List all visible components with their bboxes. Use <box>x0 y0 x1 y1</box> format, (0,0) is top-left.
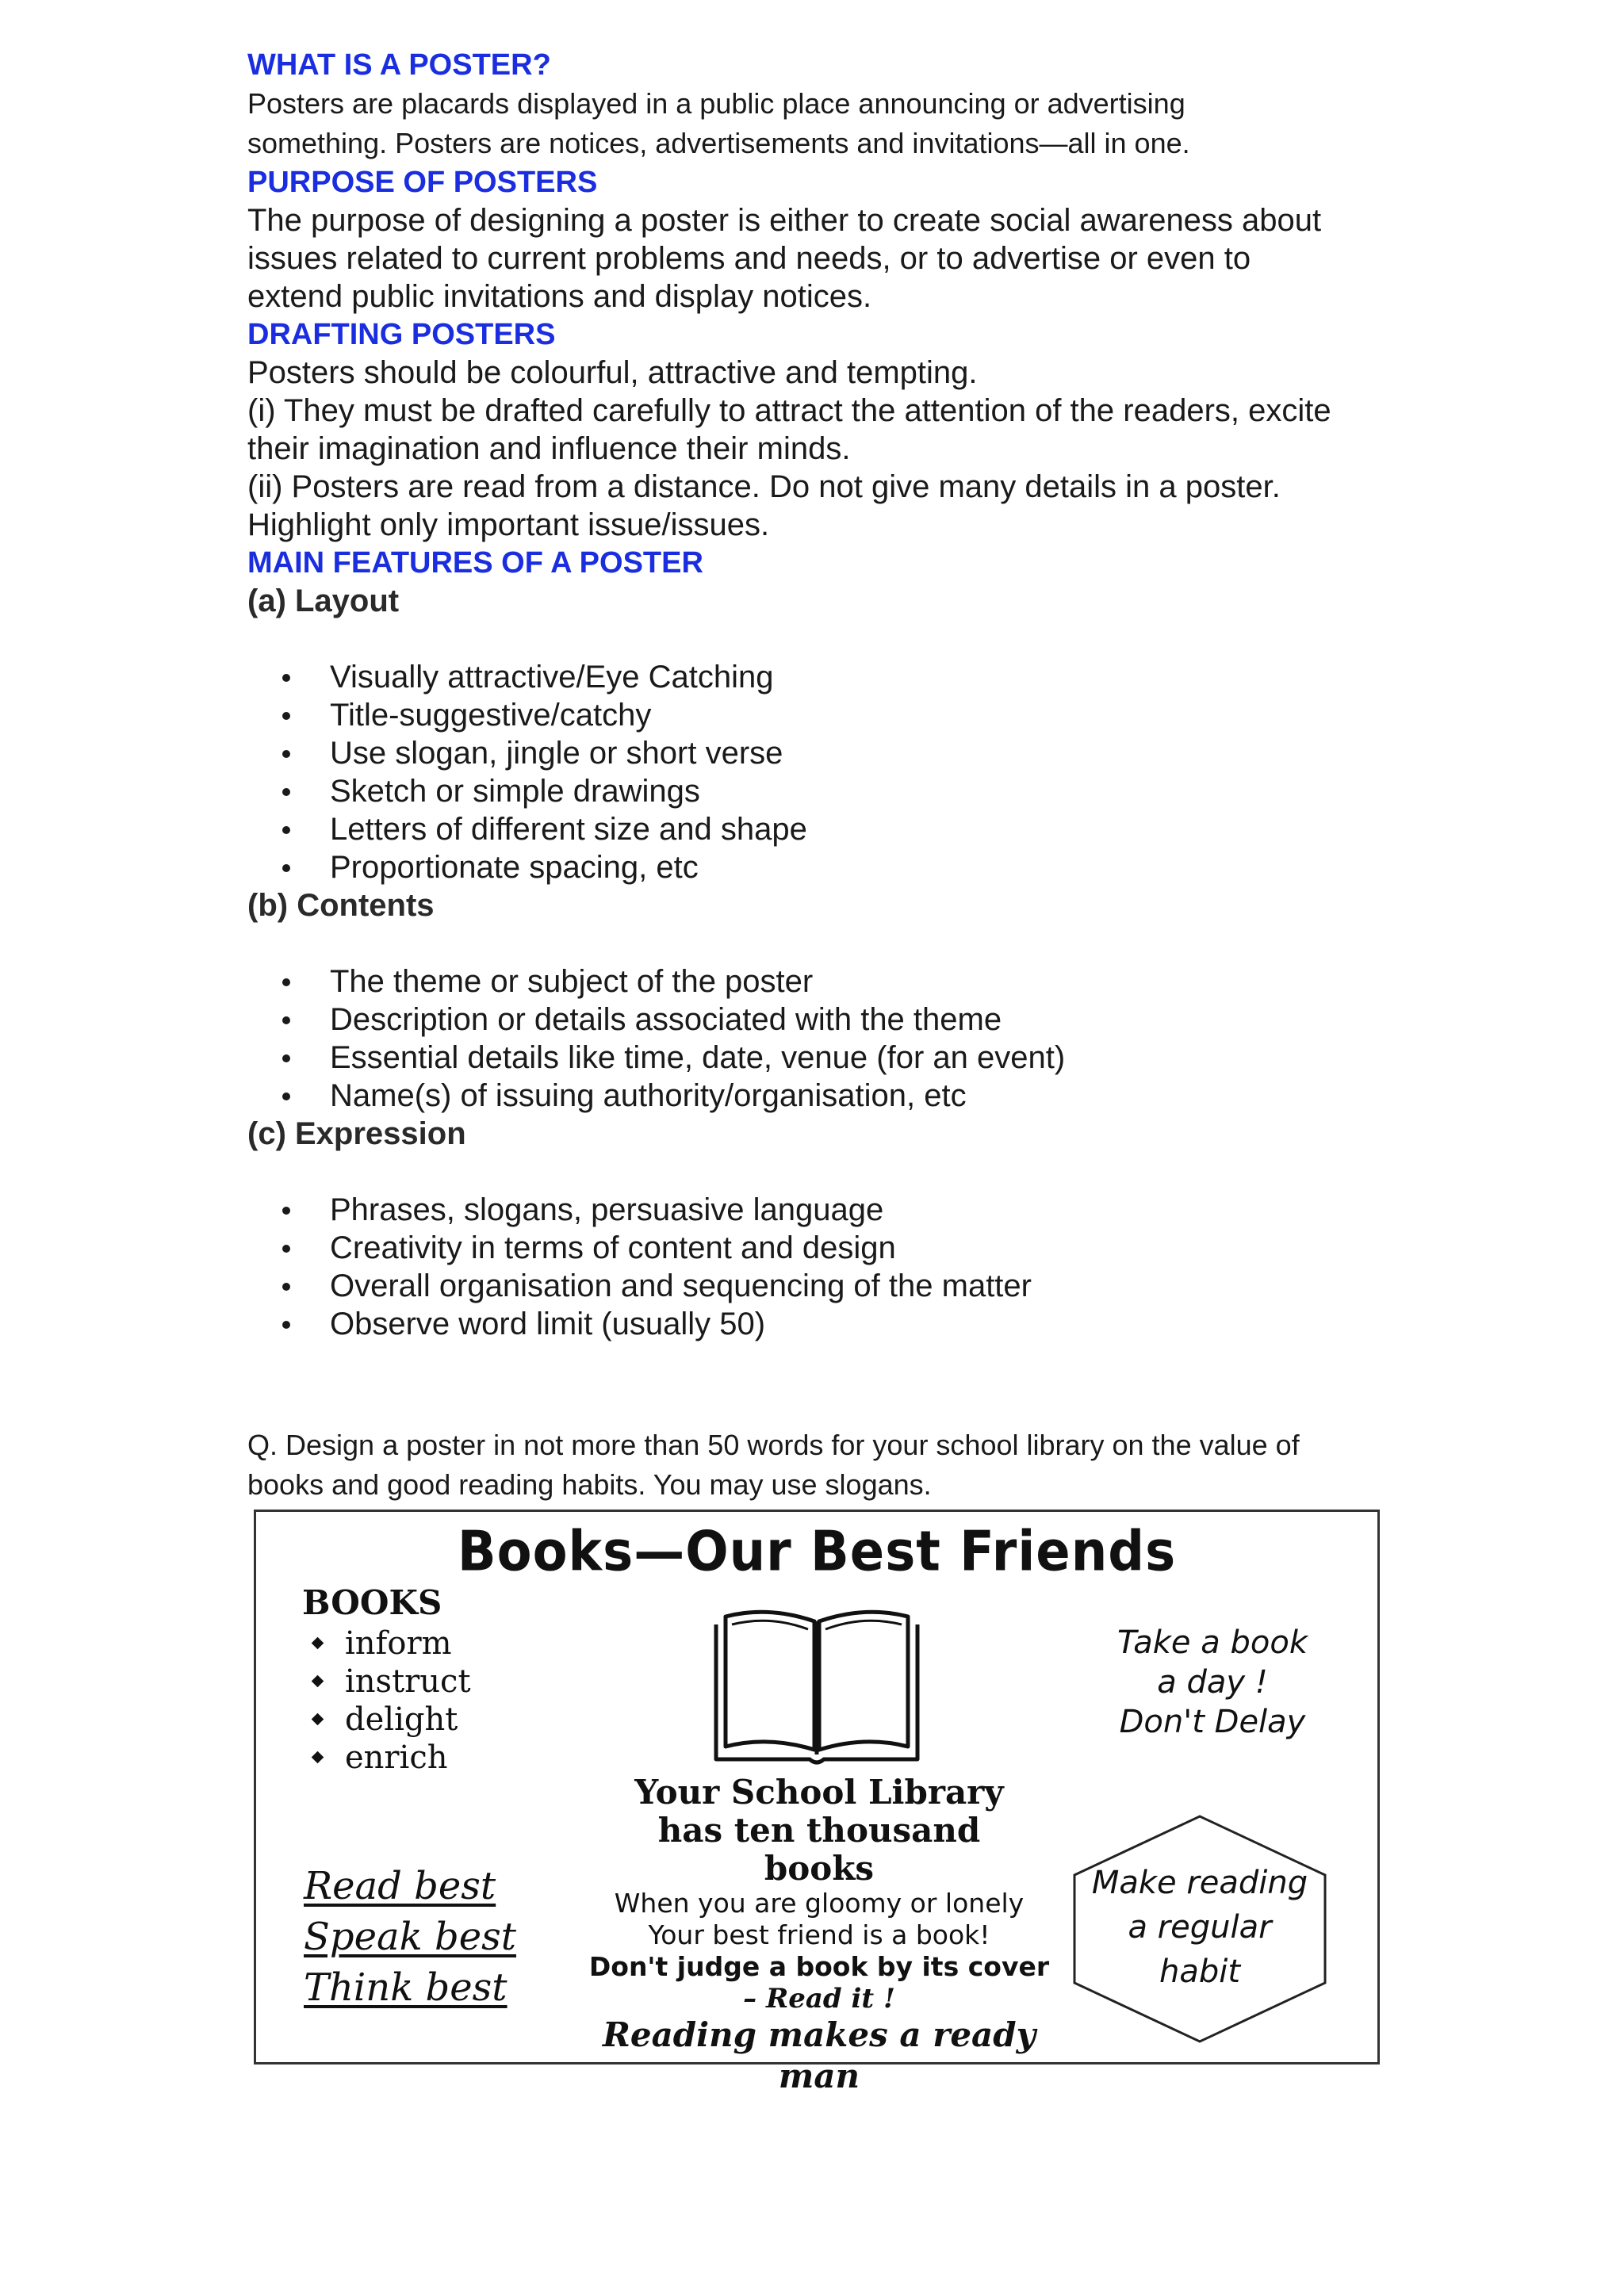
open-book-icon <box>711 1607 922 1766</box>
bullet-icon <box>282 750 290 758</box>
bullet-icon <box>282 1207 290 1215</box>
library-line-1: Your School Library <box>634 1773 1004 1812</box>
ready-man-line: Reading makes a ready man <box>602 2015 1036 2095</box>
dont-judge-line: Don't judge a book by its cover <box>588 1951 1050 1982</box>
bullet-icon <box>282 826 290 834</box>
bullet-icon <box>282 712 290 720</box>
expression-list <box>247 1191 1389 1343</box>
drafting-line-3: their imagination and influence their minds. <box>247 431 851 466</box>
poster-frame <box>254 1510 1380 2095</box>
drafting-line-5: Highlight only important issue/issues. <box>247 507 770 542</box>
heading-main-features: MAIN FEATURES OF A POSTER <box>247 546 703 580</box>
purpose-line-2: issues related to current problems and needs, or to advertise or even to <box>247 241 1251 276</box>
a-day-line: a day ! <box>1157 1664 1268 1701</box>
question-line-2: books and good reading habits. You may use slogans. <box>247 1468 932 1501</box>
list-item: Phrases, slogans, persuasive language <box>247 1191 1389 1229</box>
library-message-block <box>557 1774 1081 2097</box>
what-is-line-1: Posters are placards displayed in a public place announcing or advertising <box>247 87 1185 120</box>
purpose-line-1: The purpose of designing a poster is either to create social awareness about <box>247 203 1322 238</box>
library-line-2: has ten thousand <box>657 1811 981 1850</box>
list-item: Proportionate spacing, etc <box>247 848 1389 886</box>
hex-line-1: Make reading <box>1091 1865 1308 1901</box>
document-body <box>247 46 1389 1505</box>
diamond-bullet-icon <box>312 1713 324 1726</box>
list-item: Essential details like time, date, venue (for an event) <box>247 1039 1389 1077</box>
heading-drafting: DRAFTING POSTERS <box>247 318 556 351</box>
read-it-line: – Read it ! <box>743 1983 895 2015</box>
list-item: Title-suggestive/catchy <box>247 696 1389 734</box>
bullet-icon <box>282 1054 290 1062</box>
bullet-icon <box>282 788 290 796</box>
subheading-contents: (b) Contents <box>247 888 435 923</box>
question-line-1: Q. Design a poster in not more than 50 words for your school library on the value of <box>247 1429 1300 1461</box>
hex-line-3: habit <box>1159 1954 1241 1990</box>
books-heading: BOOKS <box>302 1583 442 1622</box>
take-a-book-block <box>1094 1623 1331 1742</box>
bullet-icon <box>282 1016 290 1024</box>
list-item: Creativity in terms of content and design <box>247 1229 1389 1267</box>
gloomy-line-2: Your best friend is a book! <box>648 1919 990 1950</box>
list-item: instruct <box>302 1663 471 1701</box>
subheading-layout: (a) Layout <box>247 584 400 618</box>
list-item: Description or details associated with the theme <box>247 1001 1389 1039</box>
heading-purpose: PURPOSE OF POSTERS <box>247 166 598 199</box>
dont-delay-line: Don't Delay <box>1119 1704 1306 1740</box>
bullet-icon <box>282 864 290 872</box>
speak-best-line: Speak best <box>304 1915 517 1959</box>
read-speak-think-block <box>304 1861 516 2013</box>
make-reading-habit-block <box>1070 1861 1330 1994</box>
list-item: inform <box>302 1624 471 1663</box>
bullet-icon <box>282 1321 290 1329</box>
list-item: enrich <box>302 1739 471 1777</box>
think-best-line: Think best <box>304 1965 508 2010</box>
what-is-line-2: something. Posters are notices, advertisements and invitations—all in one. <box>247 127 1190 159</box>
read-best-line: Read best <box>304 1864 496 1908</box>
list-item: Letters of different size and shape <box>247 810 1389 848</box>
bullet-icon <box>282 978 290 986</box>
list-item: delight <box>302 1701 471 1739</box>
diamond-bullet-icon <box>312 1637 324 1650</box>
drafting-line-1: Posters should be colourful, attractive and tempting. <box>247 355 978 390</box>
list-item: Observe word limit (usually 50) <box>247 1305 1389 1343</box>
library-line-3: books <box>764 1849 875 1888</box>
diamond-bullet-icon <box>312 1751 324 1764</box>
bullet-icon <box>282 674 290 682</box>
gloomy-line-1: When you are gloomy or lonely <box>614 1888 1025 1919</box>
subheading-expression: (c) Expression <box>247 1116 466 1151</box>
diamond-bullet-icon <box>312 1675 324 1688</box>
books-list-block <box>302 1582 471 1777</box>
list-item: Use slogan, jingle or short verse <box>247 734 1389 772</box>
contents-list <box>247 962 1389 1115</box>
bullet-icon <box>282 1093 290 1100</box>
purpose-line-3: extend public invitations and display notices. <box>247 279 872 314</box>
drafting-line-4: (ii) Posters are read from a distance. Do not give many details in a poster. <box>247 469 1281 504</box>
drafting-line-2: (i) They must be drafted carefully to attract the attention of the readers, excite <box>247 393 1331 428</box>
take-a-book-line: Take a book <box>1117 1624 1308 1661</box>
list-item: Visually attractive/Eye Catching <box>247 658 1389 696</box>
poster-title: Books—Our Best Friends <box>457 1521 1177 1584</box>
list-item: Overall organisation and sequencing of the matter <box>247 1267 1389 1305</box>
layout-list <box>247 658 1389 886</box>
list-item: Name(s) of issuing authority/organisation, etc <box>247 1077 1389 1115</box>
list-item: Sketch or simple drawings <box>247 772 1389 810</box>
bullet-icon <box>282 1283 290 1291</box>
bullet-icon <box>282 1245 290 1253</box>
heading-what-is-poster: WHAT IS A POSTER? <box>247 48 551 82</box>
list-item: The theme or subject of the poster <box>247 962 1389 1001</box>
hex-line-2: a regular <box>1128 1909 1272 1946</box>
